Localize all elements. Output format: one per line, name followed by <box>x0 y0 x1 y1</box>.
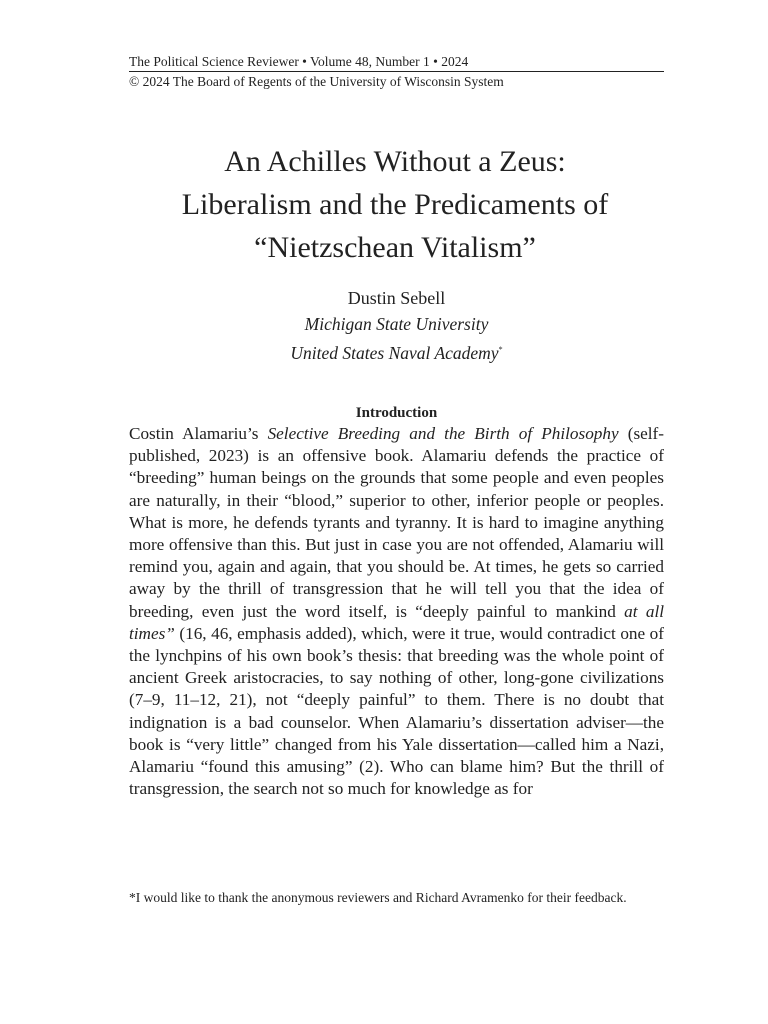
author-block <box>129 285 664 366</box>
affiliation-2 <box>129 337 664 366</box>
footnote: *I would like to thank the anonymous reviewers and Richard Avramenko for their feedback. <box>129 890 627 905</box>
footnote-marker: * <box>498 345 503 354</box>
emphasis-text: at all times” <box>129 601 664 643</box>
affiliation-1: Michigan State University <box>304 314 489 334</box>
title-line-2: Liberalism and the Predicaments of <box>181 188 609 221</box>
article-title <box>100 140 690 269</box>
journal-citation: The Political Science Reviewer • Volume 48, Number 1 • 2024 <box>129 52 664 72</box>
author-name: Dustin Sebell <box>347 288 446 308</box>
book-title: Selective Breeding and the Birth of Philosophy <box>267 424 619 443</box>
affiliation-2-text: United States Naval Academy <box>290 342 499 363</box>
body-paragraph <box>129 423 664 800</box>
copyright-notice: © 2024 The Board of Regents of the University of Wisconsin System <box>129 74 504 89</box>
paragraph-text-c: (16, 46, emphasis added), which, were it true, would contradict one of the lynchpins of his own book’s thesis: that breeding was the whole point of ancient Greek aristocracies, to say nothing of other, long-gone civilizations (7–9, 11–12, 21), not “deeply painful” to them. There is no doubt that indignation is a bad counselor. When Alamariu’s dissertation adviser—the book is “very little” changed from his Yale dissertation—called him a Nazi, Alamariu “found this amusing” (2). Who can blame him? But the thrill of transgression, the search not so much for knowledge as for <box>129 623 664 799</box>
paragraph-text-a: Costin Alamariu’s <box>129 424 268 443</box>
title-line-3: “Nietzschean Vitalism” <box>254 231 536 264</box>
paragraph-text-b: (self-published, 2023) is an offensive book. Alamariu defends the practice of “breeding” human beings on the grounds that some people and even peoples are naturally, in their “blood,” superior to other, inferior people or peoples. What is more, he defends tyrants and tyranny. It is hard to imagine anything more offensive than this. But just in case you are not offended, Alamariu will remind you, again and again, that you should be. At times, he gets so carried away by the thrill of transgression that he will tell you that the idea of breeding, even just the word itself, is “deeply painful to mankind <box>129 424 665 621</box>
running-header <box>129 52 664 91</box>
title-line-1: An Achilles Without a Zeus: <box>224 145 566 178</box>
section-heading: Introduction <box>355 405 438 421</box>
